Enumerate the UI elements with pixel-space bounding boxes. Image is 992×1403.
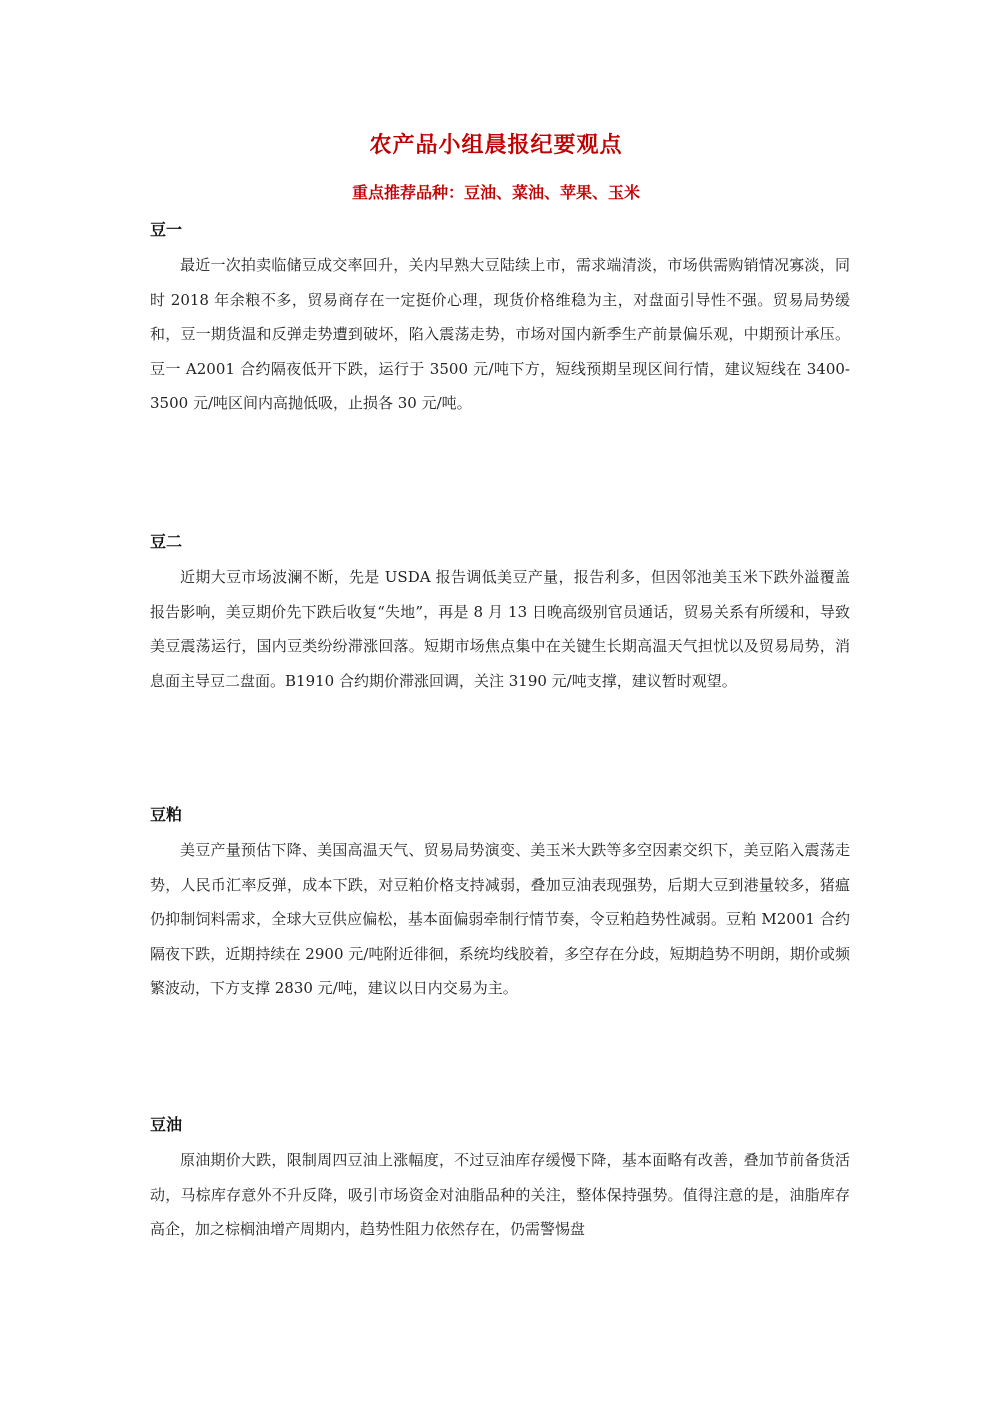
page-subtitle: 重点推荐品种：豆油、菜油、苹果、玉米 <box>351 183 640 202</box>
page-title: 农产品小组晨报纪要观点 <box>369 133 623 158</box>
section-heading: 豆一 <box>150 220 183 239</box>
section-paragraph: 最近一次拍卖临储豆成交率回升，关内早熟大豆陆续上市，需求端清淡，市场供需购销情况寡淡，同时 2018 年余粮不多，贸易商存在一定挺价心理，现货价格维稳为主，对盘面引导性不强。贸易局势缓和，豆一期货温和反弹走势遭到破坏，陷入震荡走势，市场对国内新季生产前景偏乐观，中期预计承压。豆一 A2001 合约隔夜低开下跌，运行于 3500 元/吨下方，短线预期呈现区间行情，建议短线在 3400-3500 元/吨区间内高抛低吸，止损各 30 元/吨。 <box>150 256 850 412</box>
section-douyou <box>150 1113 850 1247</box>
section-douer <box>150 530 850 698</box>
section-doupo <box>150 803 850 1006</box>
section-heading: 豆粕 <box>150 805 183 824</box>
section-paragraph: 近期大豆市场波澜不断，先是 USDA 报告调低美豆产量，报告利多，但因邻池美玉米下跌外溢覆盖报告影响，美豆期价先下跌后收复“失地”，再是 8 月 13 日晚高级别官员通话，贸易关系有所缓和，导致美豆震荡运行，国内豆类纷纷滞涨回落。短期市场焦点集中在关键生长期高温天气担忧以及贸易局势，消息面主导豆二盘面。B1910 合约期价滞涨回调，关注 3190 元/吨支撑，建议暂时观望。 <box>150 568 850 690</box>
section-douyi <box>150 218 850 421</box>
section-heading: 豆油 <box>150 1115 183 1134</box>
section-heading: 豆二 <box>150 532 183 551</box>
section-paragraph: 美豆产量预估下降、美国高温天气、贸易局势演变、美玉米大跌等多空因素交织下，美豆陷入震荡走势，人民币汇率反弹，成本下跌，对豆粕价格支持减弱，叠加豆油表现强势，后期大豆到港量较多，猪瘟仍抑制饲料需求，全球大豆供应偏松，基本面偏弱牵制行情节奏，令豆粕趋势性减弱。豆粕 M2001 合约隔夜下跌，近期持续在 2900 元/吨附近徘徊，系统均线胶着，多空存在分歧，短期趋势不明朗，期价或频繁波动，下方支撑 2830 元/吨，建议以日内交易为主。 <box>150 841 850 997</box>
section-paragraph: 原油期价大跌，限制周四豆油上涨幅度，不过豆油库存缓慢下降，基本面略有改善，叠加节前备货活动，马棕库存意外不升反降，吸引市场资金对油脂品种的关注，整体保持强势。值得注意的是，油脂库存高企，加之棕榈油增产周期内，趋势性阻力依然存在，仍需警惕盘 <box>150 1151 850 1238</box>
